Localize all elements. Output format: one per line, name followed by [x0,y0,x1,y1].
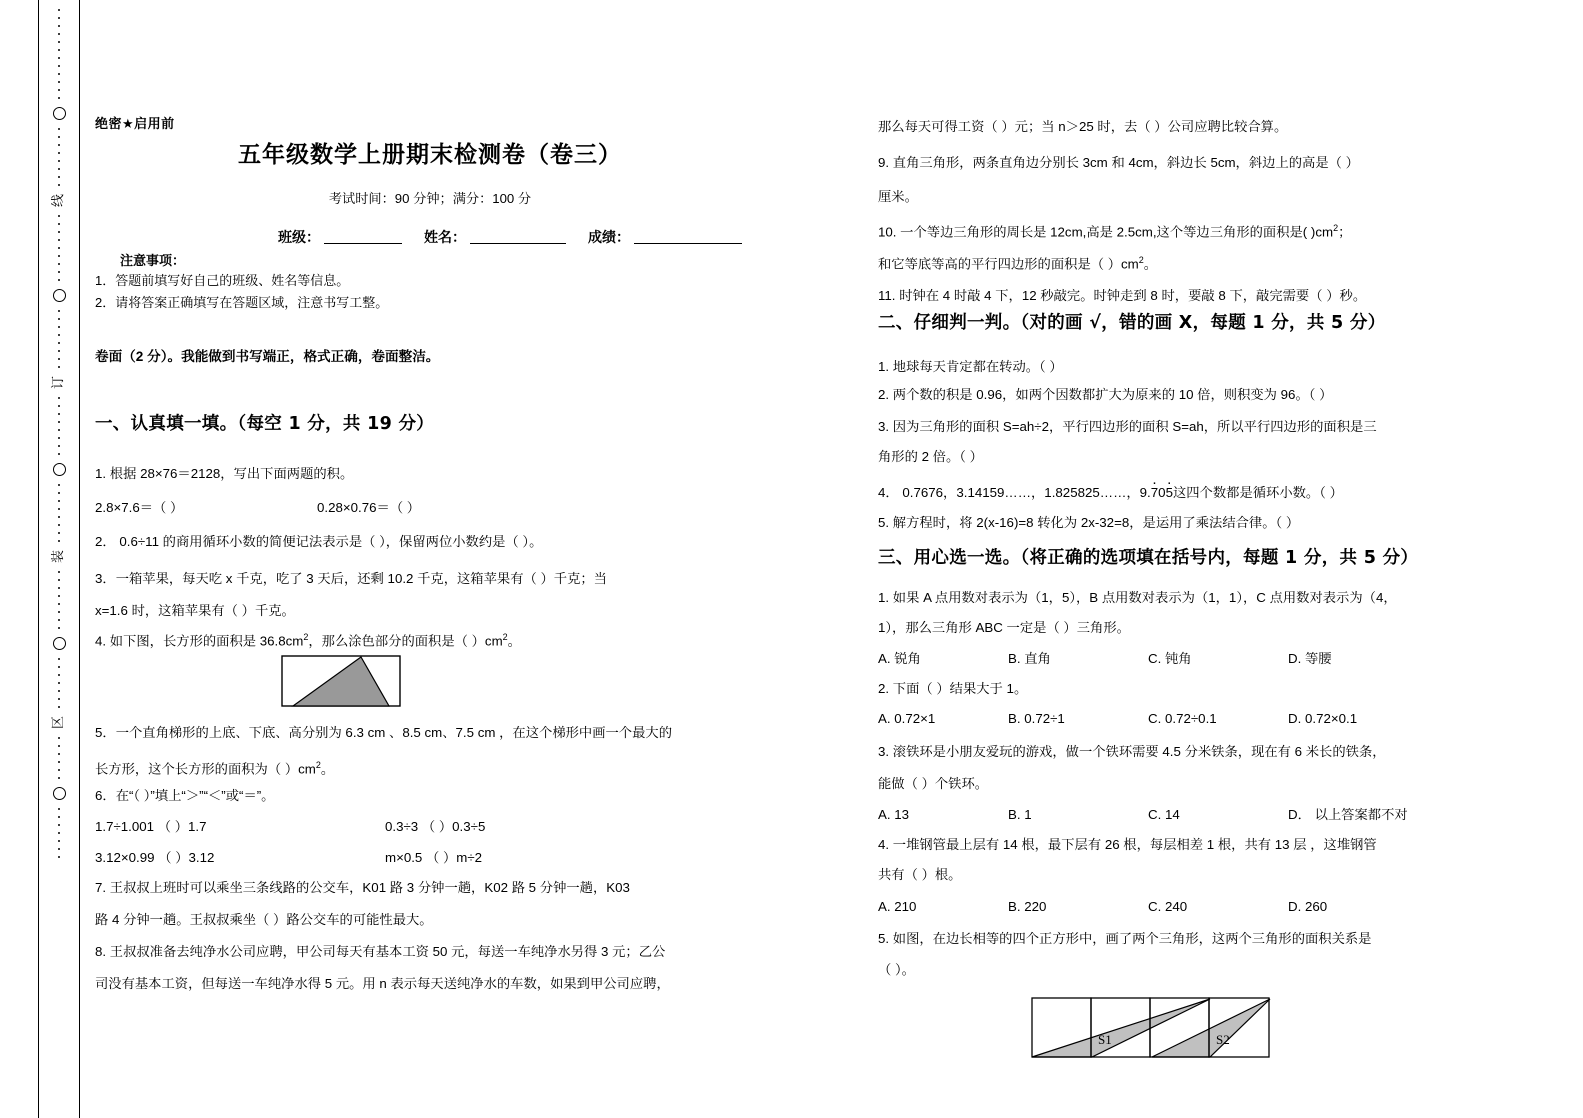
seal-dot [58,698,60,700]
seal-dot [58,89,60,91]
seal-dot [58,358,60,360]
seal-dot [58,682,60,684]
seal-dot [58,840,60,842]
seal-dot [58,769,60,771]
name-label: 姓名： [424,229,466,245]
seal-dot [58,666,60,668]
s1-q1-line1: 1. 根据 28×76＝2128，写出下面两题的积。 [95,466,354,481]
seal-dot [58,17,60,19]
s3-q3-line1: 3. 滚铁环是小朋友爱玩的游戏，做一个铁环需要 4.5 分米铁条，现在有 6 米长的铁条， [878,744,1386,759]
seal-dot [58,49,60,51]
seal-dot [58,508,60,510]
s1-q7-line1: 7. 王叔叔上班时可以乘坐三条线路的公交车，K01 路 3 分钟一趟，K02 路 5 分钟一趟，K03 [95,880,630,895]
seal-dot [58,808,60,810]
seal-dot [58,152,60,154]
s3-q2-option-d[interactable]: D. 0.72×0.1 [1288,711,1358,726]
seal-dot [58,57,60,59]
seal-dot [58,223,60,225]
s3-q4-line1: 4. 一堆钢管最上层有 14 根，最下层有 26 根，每层相差 1 根，共有 13 层 ，这堆钢管 [878,837,1377,852]
section-1-heading: 一、认真填一填。（每空 1 分，共 19 分） [95,414,435,434]
notice-heading: 注意事项： [120,253,186,268]
seal-dot [58,595,60,597]
s3-q2: 2. 下面（ ）结果大于 1。 [878,681,1028,696]
section-2-heading: 二、仔细判一判。（对的画 √，错的画 X，每题 1 分，共 5 分） [878,313,1386,333]
s3-q1-option-a[interactable]: A. 锐角 [878,651,921,666]
s1-q8-line3: 那么每天可得工资（ ）元；当 n＞25 时，去（ ）公司应聘比较合算。 [878,119,1288,134]
seal-dot [58,168,60,170]
s1-q7-line2: 路 4 分钟一趟。王叔叔乘坐（ ）路公交车的可能性最大。 [95,912,433,927]
seal-dot [58,611,60,613]
s3-q3-option-b[interactable]: B. 1 [1008,807,1032,822]
seal-dot [58,128,60,130]
seal-dot [58,706,60,708]
s1-q4 [95,633,521,648]
s1-q3-line1: 3．一箱苹果，每天吃 x 千克，吃了 3 天后，还剩 10.2 千克，这箱苹果有（ ）千克；当 [95,571,607,586]
four-squares-two-triangles-svg [1030,996,1274,1060]
seal-circle [53,637,66,650]
s3-q4-line2: 共有（ ）根。 [878,867,962,882]
seal-dot [58,405,60,407]
triangle-s1-label: S1 [1098,1032,1112,1047]
secret-label: 绝密★启用前 [95,116,175,131]
seal-dot [58,571,60,573]
s2-q3-line2: 角形的 2 倍。（ ） [878,449,983,464]
seal-dot [58,279,60,281]
s3-q1-options [878,652,1568,665]
s2-q4-repeat-dot-1: · 7 [1151,486,1158,499]
seal-dot [58,484,60,486]
seal-circle [53,463,66,476]
seal-dot [58,184,60,186]
figure-four-squares-two-triangles [1030,996,1274,1062]
seal-dot [58,318,60,320]
seal-dot [58,761,60,763]
s1-q8-line1: 8. 王叔叔准备去纯净水公司应聘，甲公司每天有基本工资 50 元，每送一车纯净水另得 3 元；乙公 [95,944,666,959]
seal-dot [58,366,60,368]
seal-dot [58,516,60,518]
s1-q4-sup-b: 2 [502,632,508,642]
s3-q1-line2: 1），那么三角形 ABC 一定是（ ）三角形。 [878,620,1130,635]
s3-q1-option-d[interactable]: D. 等腰 [1288,651,1332,666]
s1-q6: 6．在“（ ）”填上“＞”“＜”或“＝”。 [95,788,275,803]
seal-dot [58,856,60,858]
seal-char-ding: 订 [51,375,67,390]
seal-dot [58,737,60,739]
s1-q1-expr-b: 0.28×0.76＝（ ） [317,500,421,515]
seal-circle [53,107,66,120]
s1-q4-end: 。 [507,633,521,649]
seal-dot [58,215,60,217]
s1-q10-line2-pre: 和它等底等高的平行四边形的面积是（ ）cm [878,256,1139,272]
sealing-line-margin [38,0,80,1118]
s1-q10-line1-pre: 10. 一个等边三角形的周长是 12cm,高是 2.5cm,这个等边三角形的面积是( )cm [878,224,1334,240]
seal-dot [58,326,60,328]
seal-dot [58,540,60,542]
s3-q2-option-b[interactable]: B. 0.72÷1 [1008,711,1065,726]
student-id-line [95,230,795,244]
seal-dot [58,271,60,273]
s1-q9-line2: 厘米。 [878,189,918,204]
s3-q3-option-a[interactable]: A. 13 [878,807,910,822]
name-input-rule[interactable] [470,230,566,244]
s1-q10-line2-end: 。 [1143,256,1158,272]
seal-dot [58,334,60,336]
triangle-s2-label: S2 [1216,1032,1230,1047]
s1-q4-pre: 4. 如下图，长方形的面积是 36.8cm [95,633,304,649]
s1-q11: 11. 时钟在 4 时敲 4 下，12 秒敲完。时钟走到 8 时，要敲 8 下，敲完需要（ ）秒。 [878,288,1367,303]
s2-q4 [878,486,1343,499]
s1-q5-line1: 5．一个直角梯形的上底、下底、高分别为 6.3 cm 、8.5 cm、7.5 cm ，在这个梯形中画一个最大的 [95,725,672,740]
s2-q4-mid: 0 [1158,485,1166,500]
s2-q3-line1: 3. 因为三角形的面积 S=ah÷2，平行四边形的面积 S=ah，所以平行四边形的面积是三 [878,419,1377,434]
page-title: 五年级数学上册期末检测卷（卷三） [238,142,622,168]
s1-q2: 2． 0.6÷11 的商用循环小数的简便记法表示是（ ），保留两位小数约是（ ）。 [95,534,543,549]
seal-dot [58,160,60,162]
seal-dot [58,342,60,344]
figure-shaded-triangle-in-rectangle [281,655,401,709]
seal-dot [58,816,60,818]
s1-q4-sup-a: 2 [303,632,309,642]
seal-dot [58,492,60,494]
triangle-s2-shape [1152,999,1270,1057]
class-input-rule[interactable] [324,230,402,244]
seal-dot [58,397,60,399]
seal-dot [58,247,60,249]
seal-dot [58,263,60,265]
s2-q5: 5. 解方程时，将 2(x-16)=8 转化为 2x-32=8，是运用了乘法结合律。（ ） [878,515,1300,530]
seal-dot [58,587,60,589]
s1-q1-expr-a: 2.8×7.6＝（ ） [95,500,184,515]
seal-dot [58,500,60,502]
notice-item-2: 2．请将答案正确填写在答题区域，注意书写工整。 [95,295,389,310]
seal-dot [58,81,60,83]
s1-q10-sup-a: 2 [1333,223,1339,233]
s2-q2: 2. 两个数的积是 0.96，如两个因数都扩大为原来的 10 倍，则积变为 96。（ ） [878,387,1333,402]
s3-q4-option-a[interactable]: A. 210 [878,899,917,914]
s1-q3-line2: x=1.6 时，这箱苹果有（ ）千克。 [95,603,295,618]
s1-q10-line1 [878,224,1351,239]
s2-q4-pre: 4． 0.7676，3.14159……，1.825825……，9. [878,485,1151,500]
seal-dot [58,413,60,415]
s1-q5-line2-pre: 长方形，这个长方形的面积为（ ）cm [95,761,316,777]
seal-dot [58,97,60,99]
s1-q8-line2: 司没有基本工资，但每送一车纯净水得 5 元。用 n 表示每天送纯净水的车数，如果到甲公司应聘， [95,976,670,991]
seal-dot [58,745,60,747]
s3-q3-option-d[interactable]: D． 以上答案都不对 [1288,807,1408,822]
cover-note: 卷面（2 分）。我能做到书写端正，格式正确，卷面整洁。 [95,349,440,364]
s3-q5-line2: （ ）。 [878,962,915,977]
seal-dot [58,25,60,27]
s3-q3-option-c[interactable]: C. 14 [1148,807,1180,822]
shaded-triangle-in-rectangle-svg [281,655,401,707]
seal-char-qu: 区 [51,715,67,730]
s1-q10-line2 [878,256,1157,271]
seal-dot [58,41,60,43]
seal-dot [58,255,60,257]
class-label: 班级： [278,229,320,245]
seal-dot [58,350,60,352]
notice-item-1: 1．答题前填写好自己的班级、姓名等信息。 [95,273,350,288]
s1-q6-row2-left: 3.12×0.99 （ ）3.12 [95,850,215,865]
s3-q1-option-b[interactable]: B. 直角 [1008,651,1051,666]
seal-char-zhuang: 装 [51,549,67,564]
score-label: 成绩： [588,229,630,245]
seal-dot [58,421,60,423]
seal-dot [58,144,60,146]
s1-q5-line2 [95,761,334,776]
seal-dot [58,627,60,629]
seal-dot [58,619,60,621]
s1-q6-row1-left: 1.7÷1.001 （ ）1.7 [95,819,207,834]
s1-q10-line1-end: ； [1338,224,1352,240]
s3-q5-line1: 5. 如图，在边长相等的四个正方形中，画了两个三角形，这两个三角形的面积关系是 [878,931,1372,946]
s3-q1-line1: 1. 如果 A 点用数对表示为（1，5），B 点用数对表示为（1，1），C 点用数对表示为（4， [878,590,1397,605]
s1-q10-sup-b: 2 [1138,255,1144,265]
seal-dot [58,603,60,605]
seal-dot [58,310,60,312]
seal-circle [53,289,66,302]
s3-q4-option-d[interactable]: D. 260 [1288,899,1328,914]
seal-dot [58,524,60,526]
score-input-rule[interactable] [634,230,742,244]
s3-q4-option-c[interactable]: C. 240 [1148,899,1188,914]
seal-dot [58,445,60,447]
s1-q4-mid: ，那么涂色部分的面积是（ ）cm [308,633,503,649]
s3-q4-option-b[interactable]: B. 220 [1008,899,1047,914]
s1-q9-line1: 9. 直角三角形，两条直角边分别长 3cm 和 4cm，斜边长 5cm，斜边上的高是（ ） [878,155,1359,170]
s2-q4-end: 这四个数都是循环小数。（ ） [1172,485,1343,500]
seal-dot [58,136,60,138]
seal-dot [58,532,60,534]
s1-q6-row1-right: 0.3÷3 （ ）0.3÷5 [385,819,486,834]
exam-subtitle: 考试时间：90 分钟；满分：100 分 [328,191,532,206]
s3-q2-option-c[interactable]: C. 0.72÷0.1 [1148,711,1217,726]
s2-q1: 1. 地球每天肯定都在转动。（ ） [878,359,1063,374]
seal-dot [58,239,60,241]
seal-dot [58,33,60,35]
seal-dot [58,579,60,581]
seal-dot [58,429,60,431]
seal-dot [58,824,60,826]
seal-dot [58,9,60,11]
seal-dot [58,65,60,67]
s1-q6-row2-right: m×0.5 （ ）m÷2 [385,850,483,865]
seal-dot [58,231,60,233]
s1-q5-sup: 2 [315,760,321,770]
seal-dot [58,848,60,850]
seal-dot [58,777,60,779]
seal-dot [58,658,60,660]
seal-char-xian: 线 [51,193,67,208]
seal-dot [58,674,60,676]
seal-dot [58,453,60,455]
s3-q3-line2: 能做（ ）个铁环。 [878,776,989,791]
seal-dot [58,437,60,439]
s2-q4-repeat-dot-2: · 5 [1166,486,1173,499]
s3-q1-option-c[interactable]: C. 钝角 [1148,651,1192,666]
seal-dot [58,690,60,692]
section-3-heading: 三、用心选一选。（将正确的选项填在括号内，每题 1 分，共 5 分） [878,548,1419,568]
seal-circle [53,787,66,800]
seal-dot [58,176,60,178]
s3-q2-option-a[interactable]: A. 0.72×1 [878,711,936,726]
seal-dot [58,73,60,75]
s3-q2-options [878,712,1568,725]
seal-dot [58,753,60,755]
s3-q4-options [878,900,1568,913]
s1-q5-line2-end: 。 [320,761,335,777]
seal-dot [58,832,60,834]
s3-q3-options [878,808,1568,821]
